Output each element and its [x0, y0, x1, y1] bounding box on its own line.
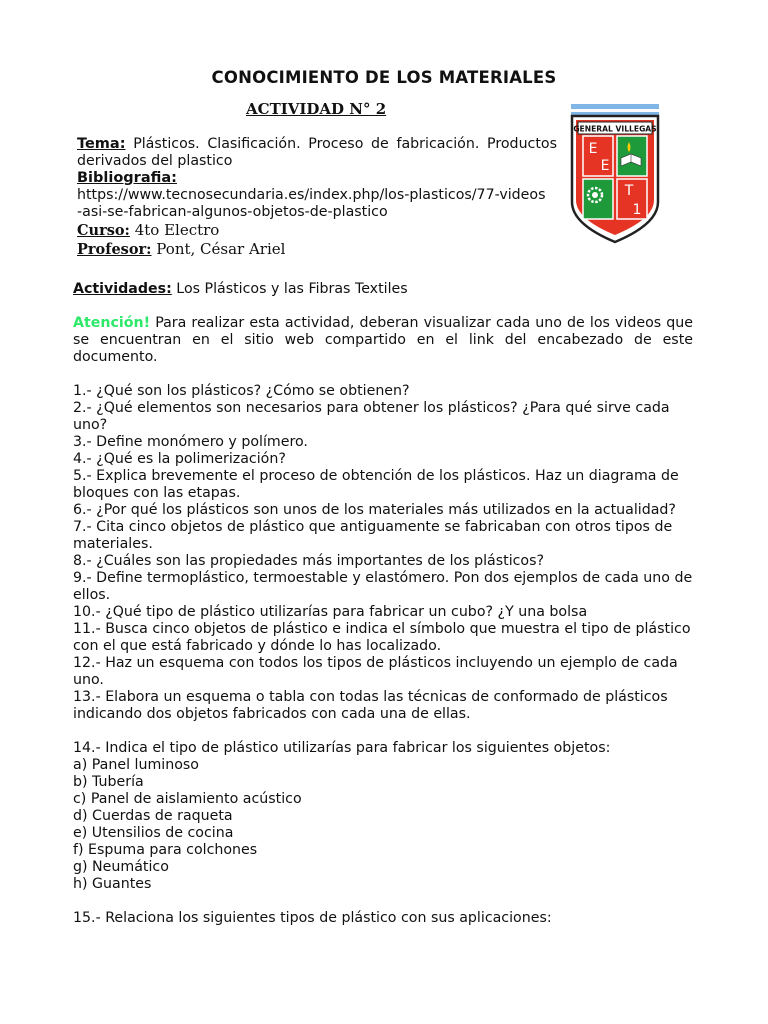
tema-text: Plásticos. Clasificación. Proceso de fabricación. Productos derivados del plastico [77, 136, 557, 169]
list-item: e) Utensilios de cocina [73, 825, 234, 841]
svg-text:1: 1 [632, 202, 642, 218]
list-item: b) Tubería [73, 774, 144, 790]
question-14 [73, 740, 693, 893]
list-item: 5.- Explica brevemente el proceso de obtención de los plásticos. Haz un diagrama de bloques con las etapas. [73, 468, 679, 501]
tema-label: Tema: [77, 136, 126, 152]
list-item: 13.- Elabora un esquema o tabla con todas las técnicas de conformado de plásticos indicando dos objetos fabricados con cada una de ellas. [73, 689, 668, 722]
list-item: 1.- ¿Qué son los plásticos? ¿Cómo se obtienen? [73, 383, 410, 399]
list-item: 3.- Define monómero y polímero. [73, 434, 308, 450]
curso-line [77, 221, 557, 240]
activity-number: ACTIVIDAD N° 2 [246, 100, 387, 118]
list-item: a) Panel luminoso [73, 757, 199, 773]
profesor-line [77, 240, 557, 259]
list-item: 12.- Haz un esquema con todos los tipos de plásticos incluyendo un ejemplo de cada uno. [73, 655, 678, 688]
list-item: d) Cuerdas de raqueta [73, 808, 233, 824]
activities-line [73, 281, 693, 298]
bibliografia-url: https://www.tecnosecundaria.es/index.php/los-plasticos/77-videos-asi-se-fabrican-algunos-objetos-de-plastico [77, 187, 546, 220]
list-item: f) Espuma para colchones [73, 842, 258, 858]
list-item: 2.- ¿Qué elementos son necesarios para obtener los plásticos? ¿Para qué sirve cada uno? [73, 400, 670, 433]
list-item: 10.- ¿Qué tipo de plástico utilizarías para fabricar un cubo? ¿Y una bolsa [73, 604, 588, 620]
tema-line [77, 136, 557, 170]
list-item: 8.- ¿Cuáles son las propiedades más importantes de los plásticos? [73, 553, 545, 569]
activities-text: Los Plásticos y las Fibras Textiles [176, 281, 408, 297]
profesor-label: Profesor: [77, 241, 152, 258]
school-shield-logo [569, 102, 661, 244]
question-14-text: 14.- Indica el tipo de plástico utilizarías para fabricar los siguientes objetos: [73, 740, 611, 756]
svg-text:E: E [600, 158, 610, 174]
attention-label: Atención! [73, 315, 151, 331]
questions-list [73, 383, 693, 723]
list-item: 7.- Cita cinco objetos de plástico que antiguamente se fabricaban con otros tipos de materiales. [73, 519, 673, 552]
logo-banner-text: GENERAL VILLEGAS [573, 124, 657, 134]
attention-text: Para realizar esta actividad, deberan visualizar cada uno de los videos que se encuentran en el sitio web compartido en el link del encabezado de este documento. [73, 315, 693, 365]
svg-text:E: E [588, 141, 598, 157]
list-item: 9.- Define termoplástico, termoestable y elastómero. Pon dos ejemplos de cada uno de ellos. [73, 570, 693, 603]
list-item: 4.- ¿Qué es la polimerización? [73, 451, 286, 467]
attention-paragraph [73, 315, 693, 366]
svg-text:T: T [624, 183, 634, 199]
document-title: CONOCIMIENTO DE LOS MATERIALES [211, 68, 557, 87]
curso-text: 4to Electro [134, 221, 220, 239]
document-header [77, 136, 557, 259]
question-15: 15.- Relaciona los siguientes tipos de plástico con sus aplicaciones: [73, 910, 552, 926]
list-item: g) Neumático [73, 859, 169, 875]
document-body [73, 281, 693, 927]
list-item: c) Panel de aislamiento acústico [73, 791, 302, 807]
list-item: 11.- Busca cinco objetos de plástico e indica el símbolo que muestra el tipo de plástico con el que está fabricado y dónde lo has localizado. [73, 621, 691, 654]
list-item: h) Guantes [73, 876, 152, 892]
bibliografia-label: Bibliografia: [77, 170, 177, 186]
activities-label: Actividades: [73, 281, 172, 297]
list-item: 6.- ¿Por qué los plásticos son unos de los materiales más utilizados en la actualidad? [73, 502, 676, 518]
profesor-text: Pont, César Ariel [156, 240, 286, 258]
curso-label: Curso: [77, 222, 130, 239]
